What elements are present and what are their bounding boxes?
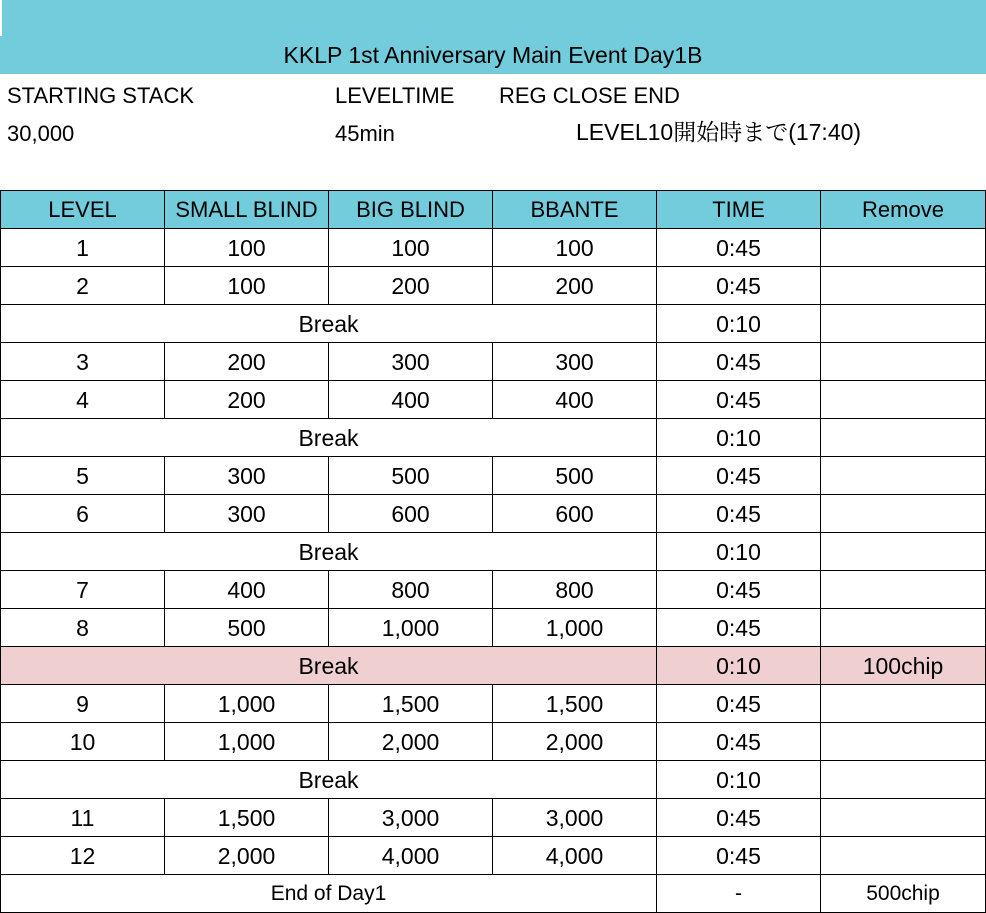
header-time: TIME [657,191,821,229]
time-cell: 0:10 [657,533,821,571]
end-row [1,875,986,913]
time-cell: 0:45 [657,381,821,419]
time-cell: 0:10 [657,305,821,343]
break-row [1,647,986,685]
leveltime-value: 45min [335,121,395,146]
big-blind-cell: 200 [329,267,493,305]
table-row [1,457,986,495]
level-cell: 12 [1,837,165,875]
remove-cell [821,723,986,761]
reg-close-value: LEVEL10開始時まで(17:40) [576,119,862,145]
break-row [1,761,986,799]
table-row [1,267,986,305]
header-small-blind: SMALL BLIND [165,191,329,229]
bbante-cell: 4,000 [493,837,657,875]
table-row [1,571,986,609]
break-label: Break [1,761,657,799]
table-row [1,381,986,419]
remove-cell [821,267,986,305]
remove-cell [821,229,986,267]
leveltime-label: LEVELTIME [335,83,455,108]
time-cell: 0:10 [657,419,821,457]
table-row [1,609,986,647]
level-cell: 11 [1,799,165,837]
time-cell: 0:45 [657,685,821,723]
title-bar-notch [0,0,2,36]
bbante-cell: 800 [493,571,657,609]
time-cell: 0:45 [657,799,821,837]
table-row [1,837,986,875]
level-cell: 8 [1,609,165,647]
table-row [1,495,986,533]
time-cell: 0:45 [657,571,821,609]
remove-cell [821,305,986,343]
level-cell: 4 [1,381,165,419]
big-blind-cell: 2,000 [329,723,493,761]
bbante-cell: 500 [493,457,657,495]
small-blind-cell: 1,000 [165,723,329,761]
big-blind-cell: 3,000 [329,799,493,837]
page-title: KKLP 1st Anniversary Main Event Day1B [283,42,703,68]
small-blind-cell: 200 [165,343,329,381]
time-cell: 0:45 [657,457,821,495]
level-cell: 9 [1,685,165,723]
time-cell: 0:45 [657,723,821,761]
level-cell: 2 [1,267,165,305]
bbante-cell: 3,000 [493,799,657,837]
header-bbante: BBANTE [493,191,657,229]
remove-cell [821,419,986,457]
reg-close-label: REG CLOSE END [499,83,680,108]
table-row [1,229,986,267]
header-level: LEVEL [1,191,165,229]
break-row [1,419,986,457]
time-cell: 0:45 [657,495,821,533]
small-blind-cell: 100 [165,229,329,267]
small-blind-cell: 300 [165,495,329,533]
remove-cell [821,799,986,837]
bbante-cell: 400 [493,381,657,419]
bbante-cell: 1,000 [493,609,657,647]
end-label: End of Day1 [1,875,657,913]
big-blind-cell: 500 [329,457,493,495]
title-bar [0,0,986,74]
level-cell: 3 [1,343,165,381]
table-row [1,723,986,761]
time-cell: 0:45 [657,229,821,267]
header-big-blind: BIG BLIND [329,191,493,229]
remove-cell [821,571,986,609]
bbante-cell: 600 [493,495,657,533]
time-cell: 0:45 [657,837,821,875]
break-label: Break [1,647,657,685]
table-header-row [1,191,986,229]
small-blind-cell: 400 [165,571,329,609]
break-label: Break [1,305,657,343]
time-cell: 0:10 [657,647,821,685]
big-blind-cell: 1,500 [329,685,493,723]
remove-cell [821,761,986,799]
starting-stack-value: 30,000 [7,121,75,146]
small-blind-cell: 2,000 [165,837,329,875]
header-remove: Remove [821,191,986,229]
bbante-cell: 2,000 [493,723,657,761]
level-cell: 5 [1,457,165,495]
small-blind-cell: 100 [165,267,329,305]
remove-cell [821,495,986,533]
time-cell: 0:45 [657,343,821,381]
table-row [1,343,986,381]
break-row [1,305,986,343]
blind-structure-table [0,190,986,913]
big-blind-cell: 4,000 [329,837,493,875]
level-cell: 1 [1,229,165,267]
starting-stack-label: STARTING STACK [7,83,195,108]
break-label: Break [1,419,657,457]
small-blind-cell: 500 [165,609,329,647]
table-row [1,685,986,723]
bbante-cell: 100 [493,229,657,267]
big-blind-cell: 1,000 [329,609,493,647]
remove-cell [821,457,986,495]
remove-cell [821,685,986,723]
big-blind-cell: 100 [329,229,493,267]
remove-cell: 500chip [821,875,986,913]
small-blind-cell: 300 [165,457,329,495]
time-cell: 0:10 [657,761,821,799]
break-label: Break [1,533,657,571]
time-cell: 0:45 [657,609,821,647]
small-blind-cell: 1,500 [165,799,329,837]
remove-cell [821,381,986,419]
bbante-cell: 300 [493,343,657,381]
big-blind-cell: 600 [329,495,493,533]
big-blind-cell: 800 [329,571,493,609]
remove-cell [821,343,986,381]
break-row [1,533,986,571]
table-body [1,229,986,913]
bbante-cell: 200 [493,267,657,305]
small-blind-cell: 200 [165,381,329,419]
remove-cell [821,609,986,647]
time-cell: 0:45 [657,267,821,305]
big-blind-cell: 400 [329,381,493,419]
remove-cell [821,837,986,875]
small-blind-cell: 1,000 [165,685,329,723]
big-blind-cell: 300 [329,343,493,381]
level-cell: 6 [1,495,165,533]
level-cell: 7 [1,571,165,609]
level-cell: 10 [1,723,165,761]
time-cell: - [657,875,821,913]
table-row [1,799,986,837]
remove-cell [821,533,986,571]
bbante-cell: 1,500 [493,685,657,723]
remove-cell: 100chip [821,647,986,685]
